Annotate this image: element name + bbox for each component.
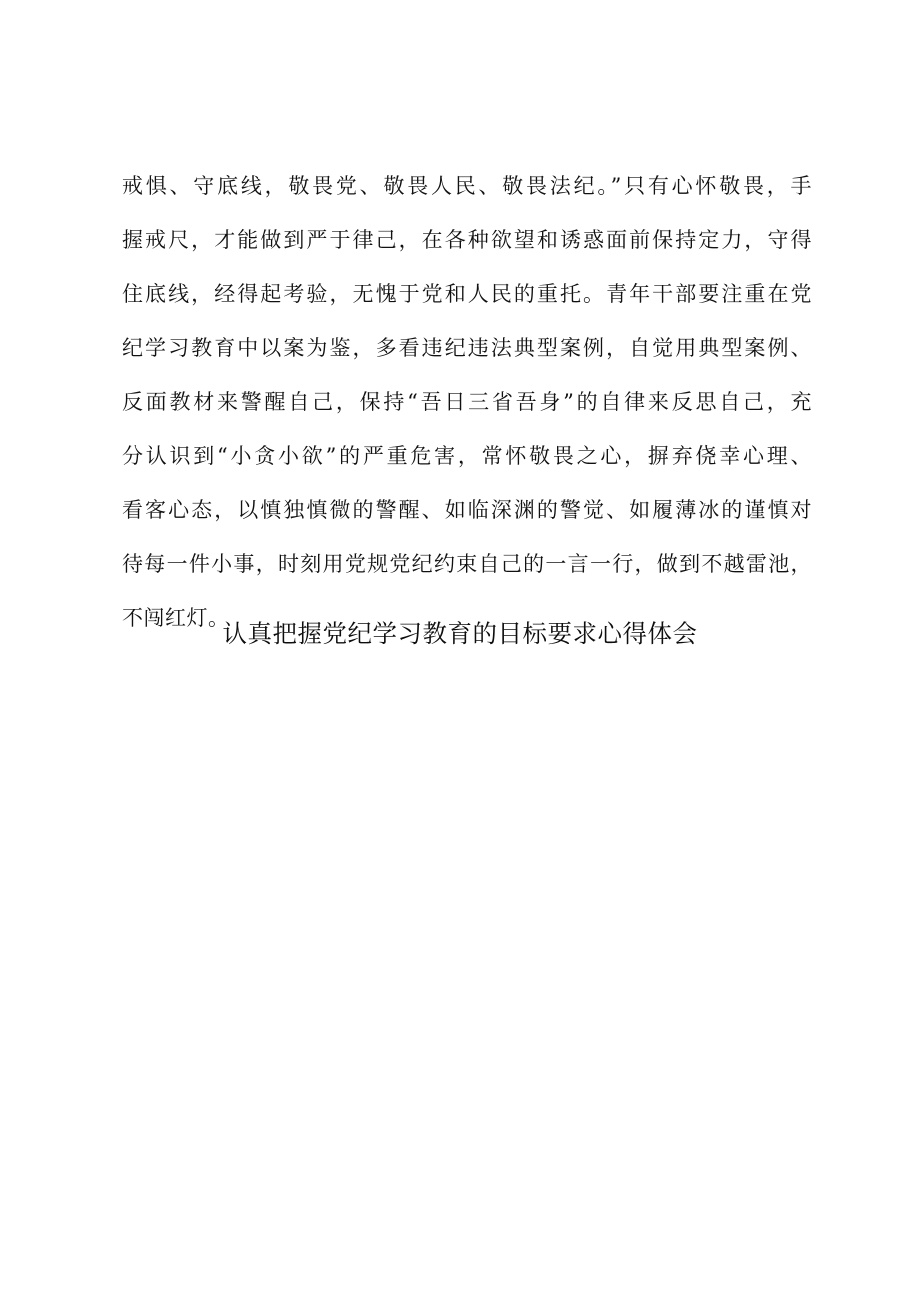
paragraph-line: 不闯红灯。 [122,606,230,630]
paragraph-line: 看客心态，以慎独慎微的警醒、如临深渊的警觉、如履薄冰的谨慎对 [122,498,812,522]
paragraph-line: 反面教材来警醒自己，保持“吾日三省吾身”的自律来反思自己，充 [122,390,812,414]
section-heading: 认真把握党纪学习教育的目标要求心得体会 [222,619,698,648]
paragraph-line: 纪学习教育中以案为鉴，多看违纪违法典型案例，自觉用典型案例、 [122,336,812,360]
paragraph-line: 握戒尺，才能做到严于律己，在各种欲望和诱惑面前保持定力，守得 [122,228,812,252]
paragraph-line: 戒惧、守底线，敬畏党、敬畏人民、敬畏法纪。”只有心怀敬畏，手 [122,174,812,198]
body-paragraph [122,166,812,652]
paragraph-line: 待每一件小事，时刻用党规党纪约束自己的一言一行，做到不越雷池， [122,552,812,576]
paragraph-line: 分认识到“小贪小欲”的严重危害，常怀敬畏之心，摒弃侥幸心理、 [122,444,812,468]
paragraph-line: 住底线，经得起考验，无愧于党和人民的重托。青年干部要注重在党 [122,282,812,306]
